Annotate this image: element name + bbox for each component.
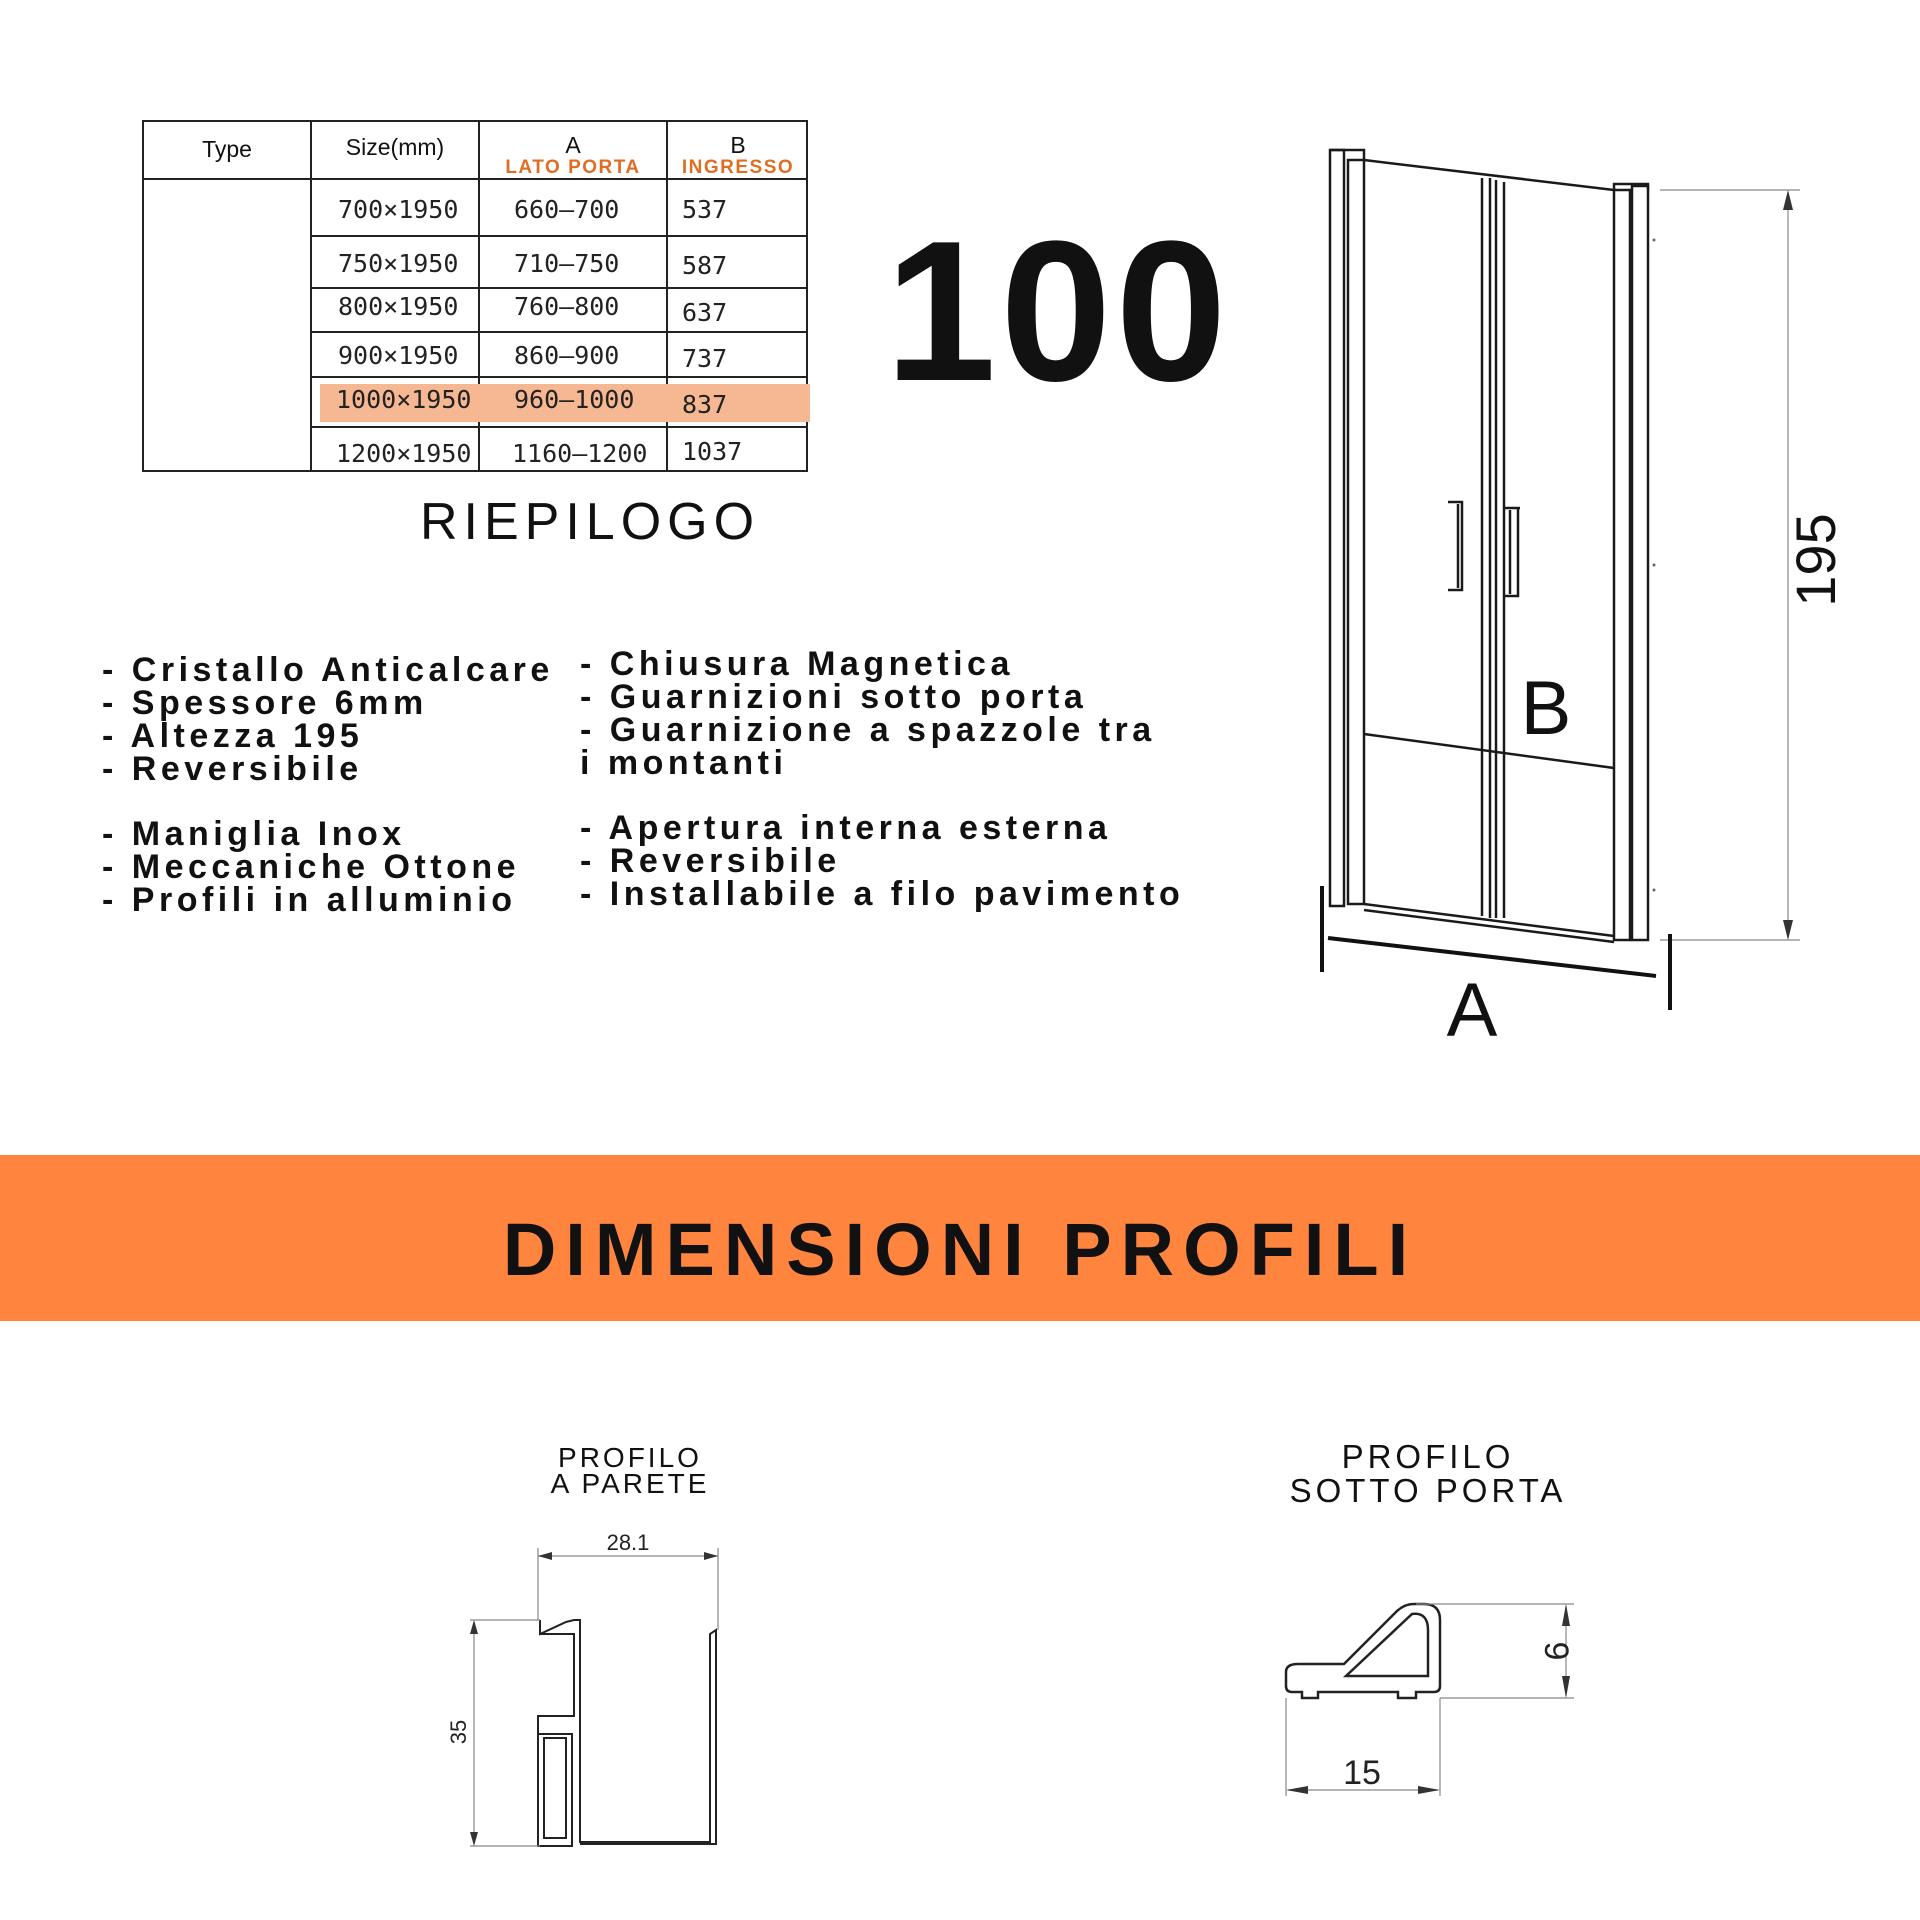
table-header-a-label: A [565,132,581,158]
table-cell-b: 637 [682,298,728,327]
table-cell-size: 700×1950 [338,195,459,224]
table-header-b-sub: INGRESSO [681,157,795,178]
model-number: 100 [885,200,1231,423]
wall-width-label: 28.1 [606,1530,650,1555]
bottom-width-label: 15 [1343,1754,1381,1792]
table-cell-a: 960–1000 [514,385,635,414]
wall-height-label: 35 [446,1719,471,1745]
arrow-left-icon [1286,1786,1308,1794]
profile-wall-title-1: PROFILO [558,1442,702,1473]
profile-wall-title-2: A PARETE [550,1468,710,1499]
feature-item: - Reversibile [580,845,1184,878]
banner-title: DIMENSIONI PROFILI [502,1208,1418,1291]
arrow-up-icon [1562,1604,1570,1626]
table-cell-b: 537 [682,195,728,224]
table-cell-a: 1160–1200 [512,439,648,468]
table-cell-size: 750×1950 [338,249,459,278]
arrow-up-icon [470,1620,478,1634]
feature-item: - Guarnizione a spazzole tra [580,714,1184,747]
width-label: A [1446,968,1498,1053]
arrow-down-icon [1562,1676,1570,1698]
bottom-profile-shape [1286,1604,1440,1698]
table-cell-size: 800×1950 [338,292,459,321]
profile-bottom-title-2: SOTTO PORTA [1289,1472,1567,1509]
arrow-down-icon [470,1832,478,1846]
feature-item: - Chiusura Magnetica [580,648,1184,681]
height-label: 195 [1784,513,1847,607]
entry-label: B [1520,666,1572,751]
table-cell-a: 710–750 [514,249,620,278]
wall-width-dimension [538,1548,718,1630]
feature-item: - Installabile a filo pavimento [580,878,1184,911]
feature-item: - Spessore 6mm [102,687,554,720]
table-header-a-sub: LATO PORTA [505,157,641,178]
table-header-type: Type [202,136,252,162]
profile-bottom-title-1: PROFILO [1341,1438,1515,1475]
table-cell-a: 760–800 [514,292,620,321]
wall-height-dimension [470,1620,540,1846]
feature-item: - Cristallo Anticalcare [102,654,554,687]
arrow-right-icon [704,1552,718,1560]
feature-item: - Apertura interna esterna [580,812,1184,845]
summary-title: RIEPILOGO [419,493,761,551]
wall-profile-shape [538,1620,716,1846]
table-cell-a: 660–700 [514,195,620,224]
feature-item: - Maniglia Inox [102,818,554,851]
table-cell-b: 837 [682,390,728,419]
feature-item-continuation: i montanti [580,744,788,782]
table-cell-a: 860–900 [514,341,620,370]
table-cell-size: 1000×1950 [336,385,472,414]
table-cell-b: 1037 [682,437,743,466]
table-cell-size: 1200×1950 [336,439,472,468]
table-header-size: Size(mm) [345,134,445,160]
feature-item: - Reversibile [102,753,554,786]
table-cell-b: 737 [682,344,728,373]
feature-item: - Meccaniche Ottone [102,851,554,884]
feature-item: - Guarnizioni sotto porta [580,681,1184,714]
table-cell-size: 900×1950 [338,341,459,370]
bottom-height-label: 9 [1537,1641,1575,1661]
arrow-right-icon [1418,1786,1440,1794]
table-cell-b: 587 [682,251,728,280]
table-header-b-label: B [730,132,746,158]
feature-item: - Profili in alluminio [102,884,554,917]
feature-item: - Altezza 195 [102,720,554,753]
arrow-left-icon [538,1552,552,1560]
